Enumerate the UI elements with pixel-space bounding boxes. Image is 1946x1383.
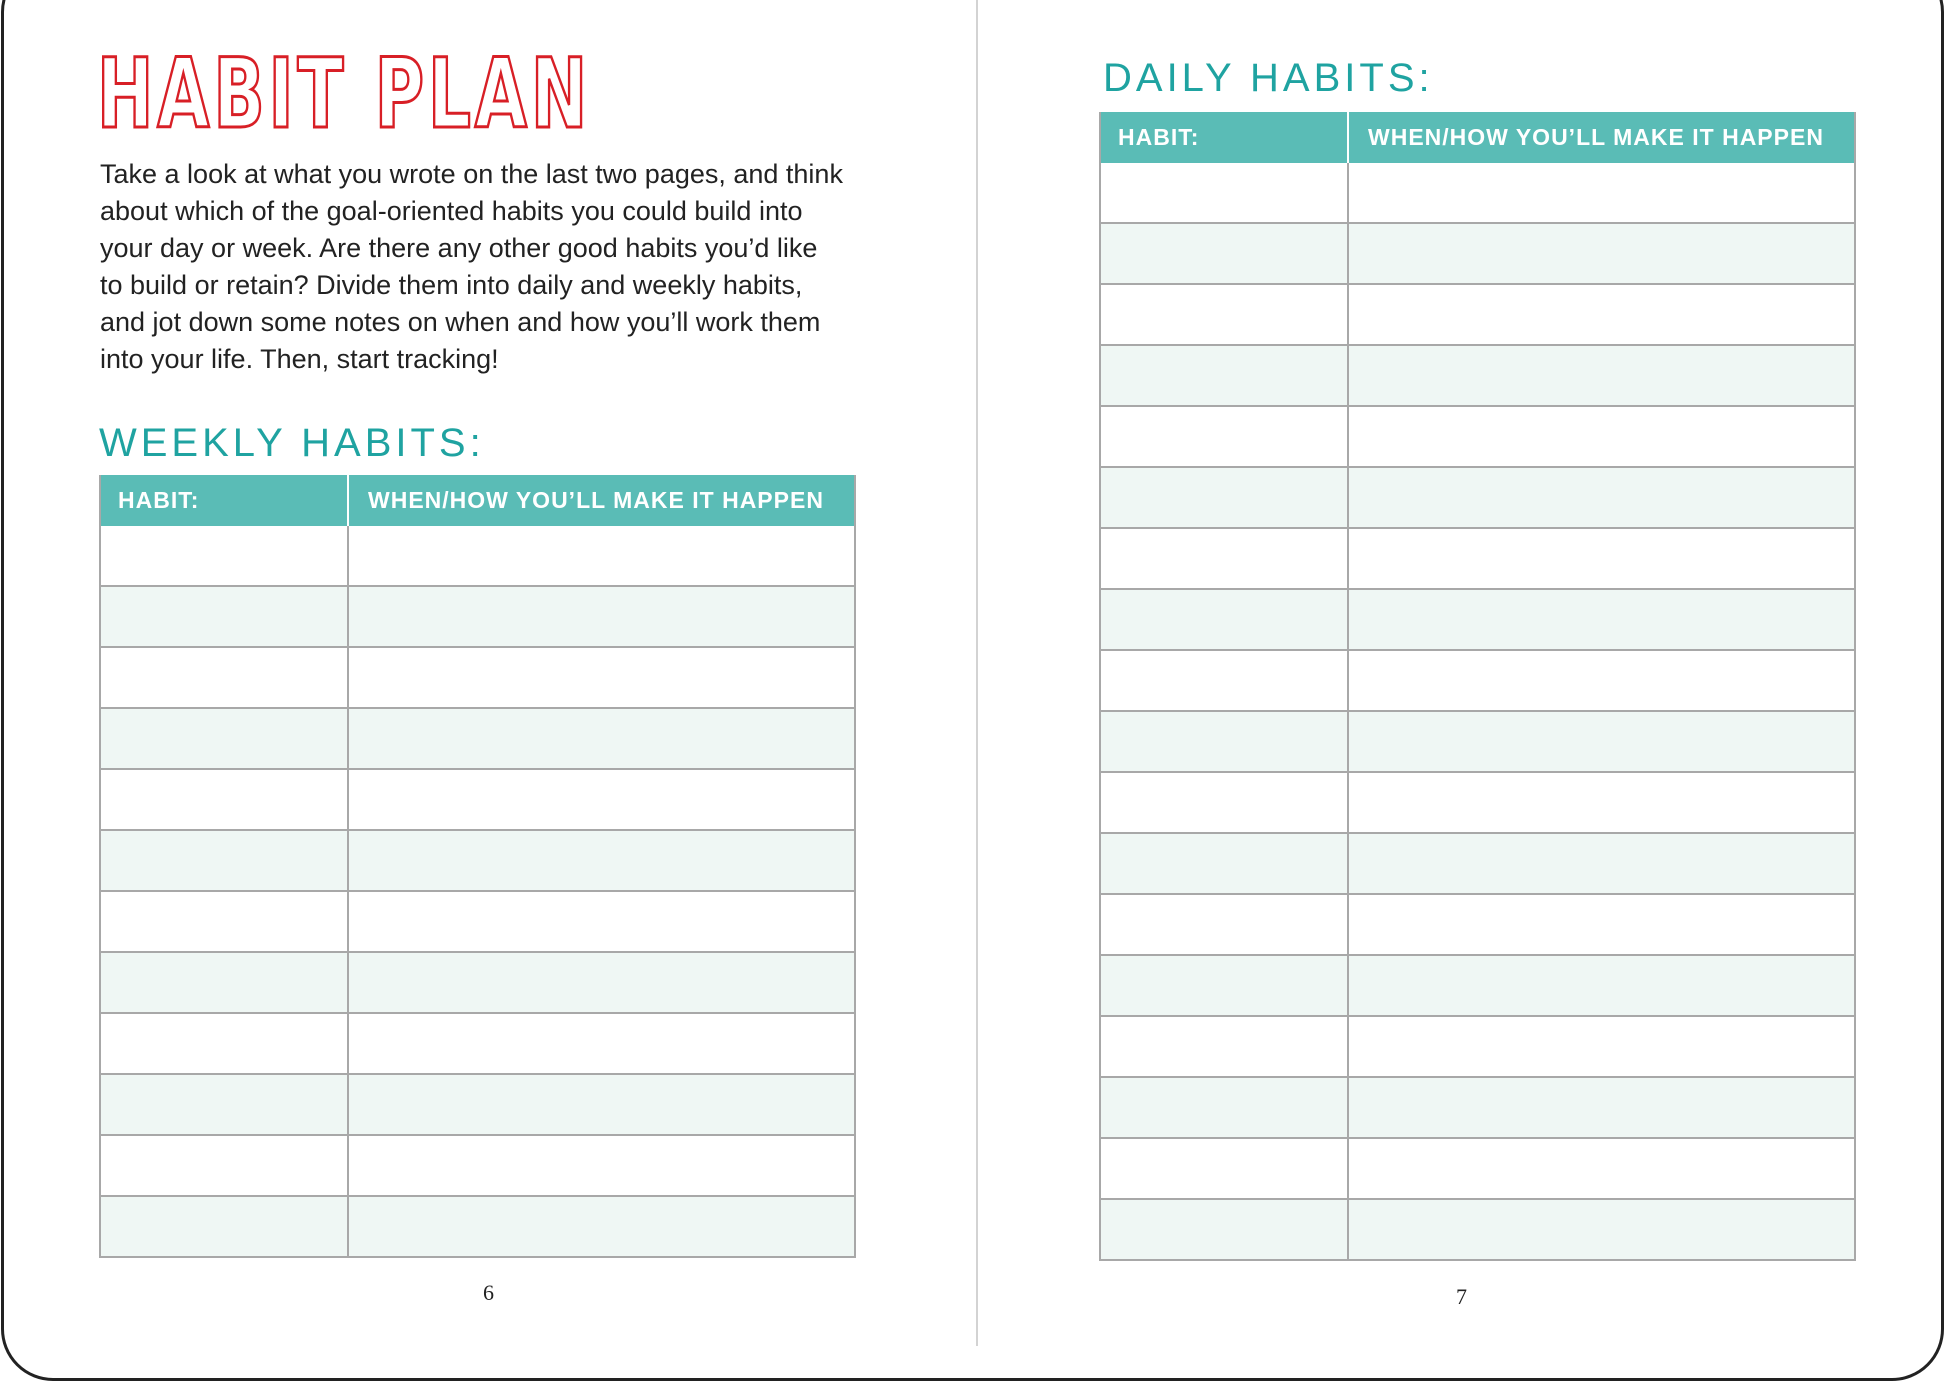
when-how-cell[interactable]	[349, 1197, 854, 1256]
when-how-cell[interactable]	[1349, 1200, 1854, 1259]
habit-cell[interactable]	[101, 587, 349, 646]
habit-cell[interactable]	[1101, 834, 1349, 893]
table-row	[1101, 1078, 1854, 1139]
habit-column-header: HABIT:	[101, 475, 349, 526]
intro-line: and jot down some notes on when and how you’ll work them	[100, 307, 821, 337]
habit-cell[interactable]	[101, 953, 349, 1012]
table-row	[1101, 651, 1854, 712]
when-how-cell[interactable]	[1349, 651, 1854, 710]
when-how-cell[interactable]	[349, 648, 854, 707]
habit-cell[interactable]	[101, 1136, 349, 1195]
when-how-cell[interactable]	[349, 1136, 854, 1195]
when-how-cell[interactable]	[1349, 590, 1854, 649]
habit-cell[interactable]	[101, 892, 349, 951]
intro-paragraph	[100, 156, 860, 378]
when-how-cell[interactable]	[1349, 712, 1854, 771]
habit-cell[interactable]	[101, 526, 349, 585]
when-how-cell[interactable]	[1349, 346, 1854, 405]
when-how-cell[interactable]	[349, 526, 854, 585]
habit-cell[interactable]	[1101, 895, 1349, 954]
page-number: 7	[1456, 1284, 1467, 1309]
intro-line: Take a look at what you wrote on the last two pages, and think	[100, 159, 843, 189]
habit-cell[interactable]	[101, 770, 349, 829]
table-row	[101, 953, 854, 1014]
table-row	[1101, 834, 1854, 895]
table-row	[1101, 346, 1854, 407]
table-row	[101, 892, 854, 953]
planner-spread	[1, 0, 1944, 1381]
table-row	[101, 1197, 854, 1258]
table-row	[1101, 407, 1854, 468]
table-row	[101, 526, 854, 587]
habit-cell[interactable]	[1101, 468, 1349, 527]
page-title: HABIT PLAN	[97, 38, 592, 150]
table-row	[1101, 895, 1854, 956]
table-row	[1101, 956, 1854, 1017]
table-header	[1101, 112, 1854, 163]
habit-cell[interactable]	[1101, 163, 1349, 222]
table-row	[101, 587, 854, 648]
habit-cell[interactable]	[1101, 1139, 1349, 1198]
left-page	[4, 0, 976, 1346]
when-how-cell[interactable]	[349, 1014, 854, 1073]
when-how-cell[interactable]	[1349, 285, 1854, 344]
weekly-habits-heading: WEEKLY HABITS:	[99, 421, 485, 465]
habit-cell[interactable]	[101, 709, 349, 768]
table-row	[101, 709, 854, 770]
table-body	[101, 526, 854, 1258]
when-how-column-header: WHEN/HOW YOU’LL MAKE IT HAPPEN	[368, 487, 824, 513]
when-how-cell[interactable]	[1349, 163, 1854, 222]
intro-line: to build or retain? Divide them into daily and weekly habits,	[100, 270, 803, 300]
weekly-habits-table	[99, 475, 856, 1258]
when-how-cell[interactable]	[349, 587, 854, 646]
table-row	[1101, 1200, 1854, 1261]
when-how-cell[interactable]	[1349, 1017, 1854, 1076]
table-row	[1101, 468, 1854, 529]
when-how-column-header: WHEN/HOW YOU’LL MAKE IT HAPPEN	[1368, 124, 1824, 150]
when-how-cell[interactable]	[1349, 956, 1854, 1015]
habit-cell[interactable]	[1101, 1200, 1349, 1259]
daily-habits-table	[1099, 112, 1856, 1261]
when-how-cell[interactable]	[1349, 773, 1854, 832]
table-row	[1101, 529, 1854, 590]
table-row	[101, 1014, 854, 1075]
table-row	[101, 648, 854, 709]
habit-cell[interactable]	[1101, 1017, 1349, 1076]
habit-cell[interactable]	[1101, 956, 1349, 1015]
when-how-cell[interactable]	[349, 953, 854, 1012]
intro-line: into your life. Then, start tracking!	[100, 344, 499, 374]
daily-habits-heading: DAILY HABITS:	[1103, 56, 1434, 100]
habit-cell[interactable]	[1101, 590, 1349, 649]
when-how-cell[interactable]	[349, 892, 854, 951]
habit-cell[interactable]	[1101, 773, 1349, 832]
habit-cell[interactable]	[1101, 285, 1349, 344]
habit-column-header: HABIT:	[1101, 112, 1349, 163]
habit-cell[interactable]	[1101, 224, 1349, 283]
table-body	[1101, 163, 1854, 1261]
habit-cell[interactable]	[1101, 529, 1349, 588]
table-row	[1101, 163, 1854, 224]
when-how-cell[interactable]	[349, 709, 854, 768]
when-how-cell[interactable]	[1349, 895, 1854, 954]
table-row	[1101, 1139, 1854, 1200]
table-row	[1101, 590, 1854, 651]
habit-cell[interactable]	[101, 648, 349, 707]
when-how-cell[interactable]	[1349, 1078, 1854, 1137]
when-how-cell[interactable]	[1349, 1139, 1854, 1198]
table-header	[101, 475, 854, 526]
table-row	[101, 1136, 854, 1197]
intro-line: about which of the goal-oriented habits you could build into	[100, 196, 803, 226]
habit-cell[interactable]	[1101, 407, 1349, 466]
habit-cell[interactable]	[1101, 346, 1349, 405]
table-row	[101, 1075, 854, 1136]
table-row	[101, 770, 854, 831]
table-row	[1101, 224, 1854, 285]
table-row	[1101, 773, 1854, 834]
when-how-cell[interactable]	[349, 770, 854, 829]
when-how-cell[interactable]	[1349, 834, 1854, 893]
right-page	[978, 0, 1944, 1346]
page-number: 6	[483, 1280, 494, 1305]
habit-cell[interactable]	[101, 1075, 349, 1134]
habit-cell[interactable]	[101, 1014, 349, 1073]
habit-cell[interactable]	[1101, 1078, 1349, 1137]
table-row	[1101, 1017, 1854, 1078]
when-how-cell[interactable]	[349, 831, 854, 890]
when-how-cell[interactable]	[349, 1075, 854, 1134]
table-row	[1101, 285, 1854, 346]
table-row	[1101, 712, 1854, 773]
when-how-cell[interactable]	[1349, 407, 1854, 466]
habit-cell[interactable]	[101, 831, 349, 890]
when-how-cell[interactable]	[1349, 529, 1854, 588]
habit-cell[interactable]	[101, 1197, 349, 1256]
table-row	[101, 831, 854, 892]
habit-cell[interactable]	[1101, 712, 1349, 771]
when-how-cell[interactable]	[1349, 224, 1854, 283]
habit-cell[interactable]	[1101, 651, 1349, 710]
intro-line: your day or week. Are there any other good habits you’d like	[100, 233, 818, 263]
when-how-cell[interactable]	[1349, 468, 1854, 527]
